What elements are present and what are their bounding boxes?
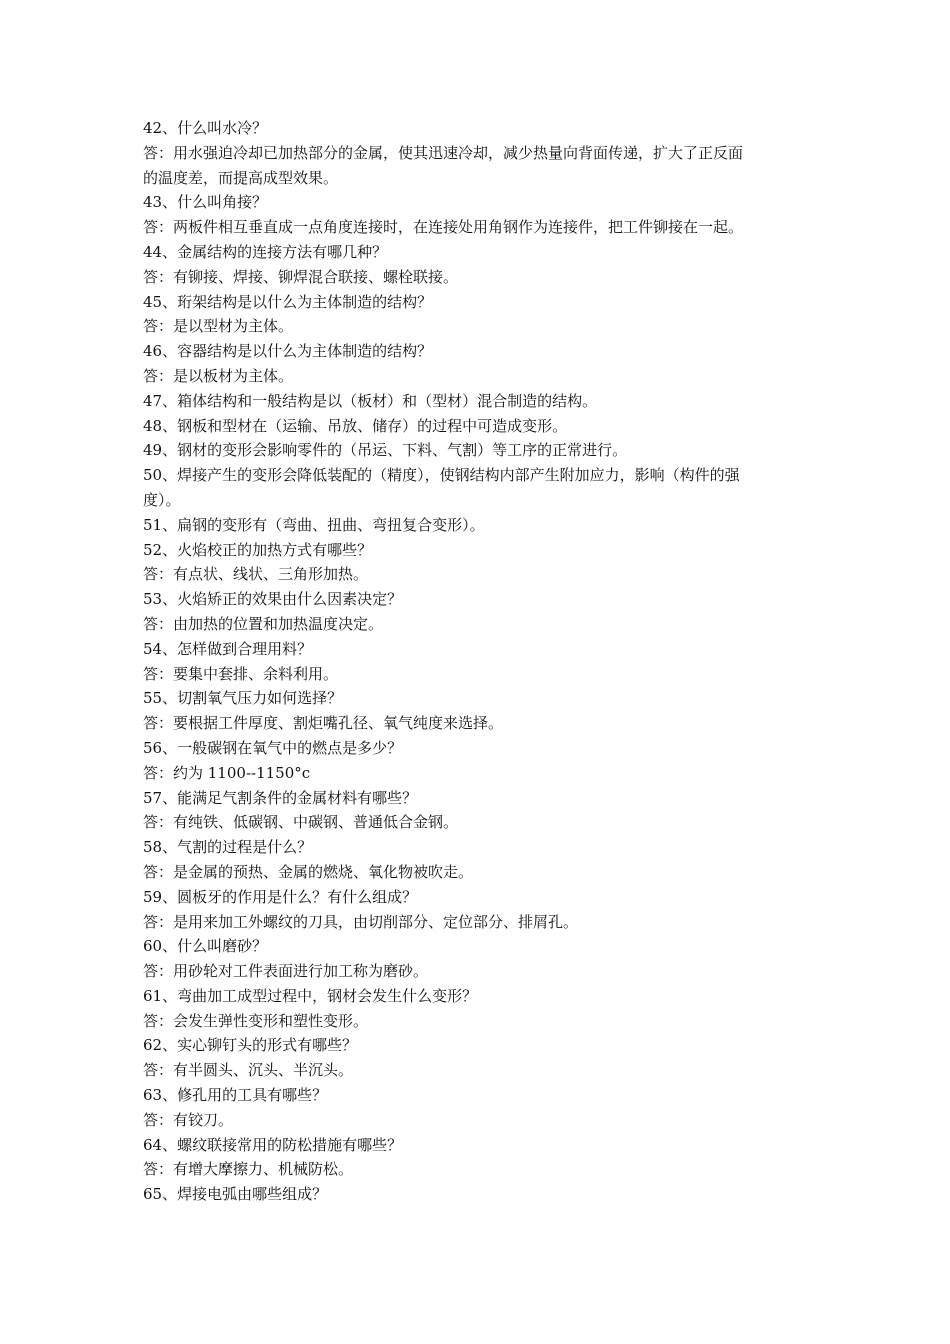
answer-56: 答：约为 1100--1150°c — [143, 763, 311, 782]
question-46: 46、容器结构是以什么为主体制造的结构？ — [143, 342, 433, 361]
answer-57: 答：有纯铁、低碳钢、中碳钢、普通低合金钢。 — [143, 813, 459, 832]
question-58: 58、气割的过程是什么？ — [143, 838, 313, 857]
statement-49: 49、钢材的变形会影响零件的（吊运、下料、气割）等工序的正常进行。 — [143, 441, 628, 460]
answer-45: 答：是以型材为主体。 — [143, 317, 294, 336]
statement-47: 47、箱体结构和一般结构是以（板材）和（型材）混合制造的结构。 — [143, 391, 598, 410]
question-61: 61、弯曲加工成型过程中，钢材会发生什么变形？ — [143, 986, 478, 1005]
question-59: 59、圆板牙的作用是什么？有什么组成？ — [143, 887, 418, 906]
question-43: 43、什么叫角接？ — [143, 193, 268, 212]
answer-42-line-1: 答：用水强迫冷却已加热部分的金属，使其迅速冷却，减少热量向背面传递，扩大了正反面 — [143, 143, 744, 162]
answer-44: 答：有铆接、焊接、铆焊混合联接、螺栓联接。 — [143, 267, 459, 286]
answer-59: 答：是用来加工外螺纹的刀具，由切削部分、定位部分、排屑孔。 — [143, 912, 579, 931]
question-57: 57、能满足气割条件的金属材料有哪些？ — [143, 788, 418, 807]
question-62: 62、实心铆钉头的形式有哪些？ — [143, 1036, 358, 1055]
document-body — [143, 116, 813, 1207]
answer-61: 答：会发生弹性变形和塑性变形。 — [143, 1011, 369, 1030]
question-60: 60、什么叫磨砂？ — [143, 937, 268, 956]
answer-62: 答：有半圆头、沉头、半沉头。 — [143, 1061, 354, 1080]
question-63: 63、修孔用的工具有哪些？ — [143, 1086, 328, 1105]
answer-46: 答：是以板材为主体。 — [143, 366, 294, 385]
statement-50-line-2: 度）。 — [143, 490, 181, 509]
answer-58: 答：是金属的预热、金属的燃烧、氧化物被吹走。 — [143, 862, 474, 881]
statement-50-line-1: 50、焊接产生的变形会降低装配的（精度），使钢结构内部产生附加应力，影响（构件的强 — [143, 466, 740, 485]
question-55: 55、切割氧气压力如何选择？ — [143, 689, 343, 708]
statement-48: 48、钢板和型材在（运输、吊放、储存）的过程中可造成变形。 — [143, 416, 568, 435]
question-54: 54、怎样做到合理用料？ — [143, 639, 313, 658]
answer-42-line-2: 的温度差，而提高成型效果。 — [143, 168, 339, 187]
question-64: 64、螺纹联接常用的防松措施有哪些？ — [143, 1135, 403, 1154]
answer-54: 答：要集中套排、余料利用。 — [143, 664, 339, 683]
question-53: 53、火焰矫正的效果由什么因素决定？ — [143, 590, 403, 609]
question-52: 52、火焰校正的加热方式有哪些？ — [143, 540, 373, 559]
question-65: 65、焊接电弧由哪些组成？ — [143, 1185, 328, 1204]
answer-64: 答：有增大摩擦力、机械防松。 — [143, 1160, 354, 1179]
statement-51: 51、扁钢的变形有（弯曲、扭曲、弯扭复合变形）。 — [143, 515, 485, 534]
answer-63: 答：有铰刀。 — [143, 1110, 234, 1129]
answer-60: 答：用砂轮对工件表面进行加工称为磨砂。 — [143, 962, 429, 981]
answer-43: 答：两板件相互垂直成一点角度连接时，在连接处用角钢作为连接件，把工件铆接在一起。 — [143, 218, 744, 237]
question-44: 44、金属结构的连接方法有哪几种？ — [143, 242, 388, 261]
question-56: 56、一般碳钢在氧气中的燃点是多少？ — [143, 738, 403, 757]
answer-53: 答：由加热的位置和加热温度决定。 — [143, 614, 384, 633]
answer-52: 答：有点状、线状、三角形加热。 — [143, 565, 369, 584]
answer-55: 答：要根据工件厚度、割炬嘴孔径、氧气纯度来选择。 — [143, 714, 504, 733]
question-42: 42、什么叫水冷？ — [143, 119, 268, 137]
question-45: 45、珩架结构是以什么为主体制造的结构？ — [143, 292, 433, 311]
